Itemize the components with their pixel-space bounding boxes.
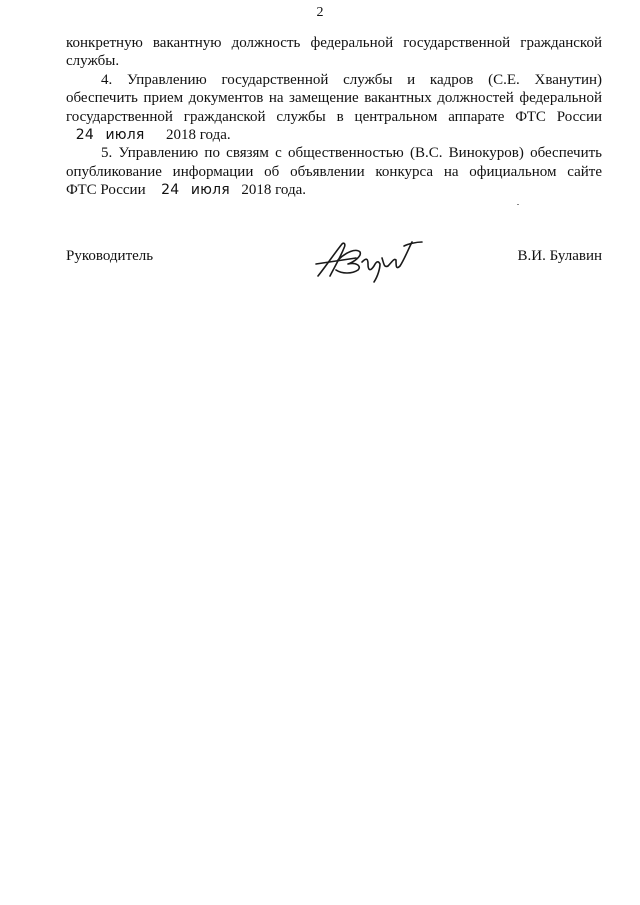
text-line: 5. Управлению по связям с общественностью (В.С. Винокуров) обеспечить (101, 145, 602, 162)
handwritten-date-day: 24 (161, 182, 180, 199)
document-body (66, 34, 602, 200)
page-number: 2 (316, 5, 324, 20)
date-year: 2018 года. (166, 127, 231, 144)
date-line (66, 181, 602, 199)
scan-speck (517, 204, 519, 205)
text-line: конкретную вакантную должность федеральной государственной гражданской (66, 35, 602, 51)
paragraph-5 (66, 144, 602, 199)
text-line: опубликование информации об объявлении конкурса на официальном сайте (66, 163, 602, 180)
handwritten-date-month: июля (105, 127, 145, 144)
text-prefix: ФТС России (66, 182, 146, 199)
paragraph-4 (66, 71, 602, 145)
date-year: 2018 года. (241, 182, 307, 199)
handwritten-signature (312, 236, 424, 284)
handwritten-date-month: июля (190, 182, 230, 199)
signature-block (66, 244, 602, 294)
signer-title: Руководитель (66, 248, 154, 264)
text-line: 4. Управлению государственной службы и кадров (С.Е. Хванутин) (101, 71, 602, 88)
text-line: службы. (66, 53, 120, 70)
text-line: обеспечить прием документов на замещение вакантных должностей федеральной (66, 90, 602, 107)
paragraph-3-continuation (66, 34, 602, 71)
signer-name: В.И. Булавин (517, 248, 602, 264)
text-line: государственной гражданской службы в центральном аппарате ФТС России (66, 108, 602, 125)
handwritten-date-day: 24 (75, 127, 94, 144)
date-line (66, 126, 602, 144)
